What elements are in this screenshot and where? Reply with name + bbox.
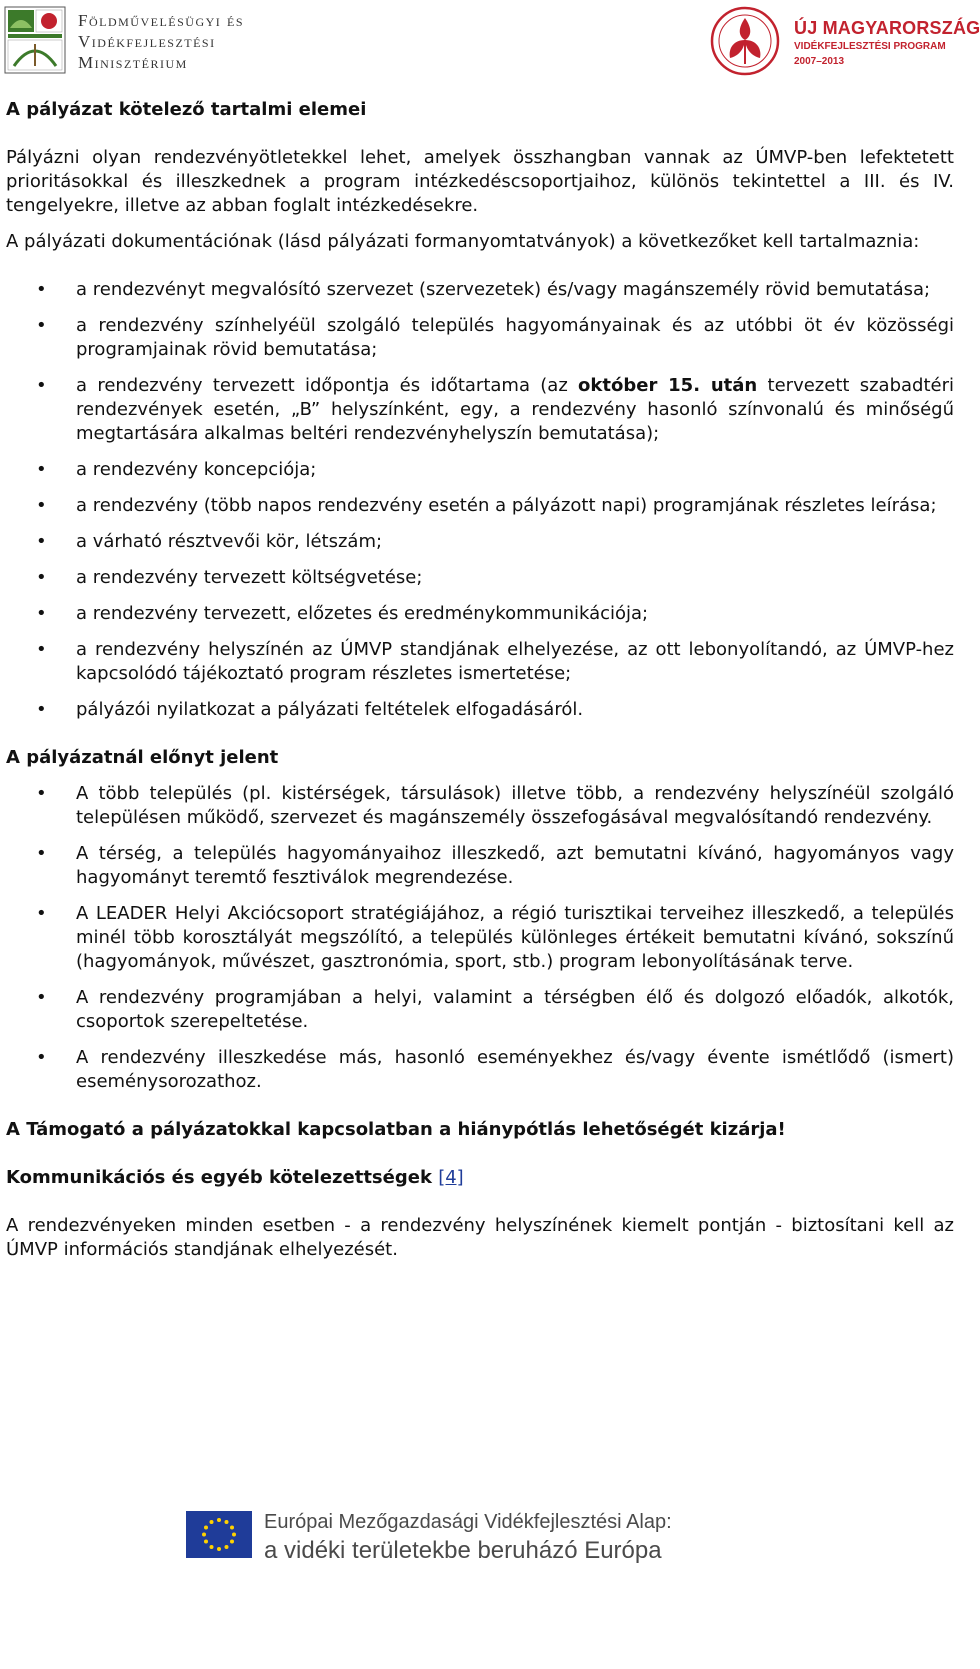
- page-header: [0, 0, 980, 88]
- intro-paragraph: Pályázni olyan rendezvényötletekkel lehet, amelyek összhangban vannak az ÚMVP-ben lefektetett prioritásokkal és illeszkednek a program intézkedéscsoportjaihoz, különös tekintettel a III. és IV. tengelyekre, illetve az abban foglalt intézkedésekre.: [6, 147, 954, 216]
- list-item: • a rendezvény tervezett, előzetes és eredménykommunikációja;: [6, 602, 954, 626]
- ministry-emblem-icon: [4, 6, 66, 74]
- list-item: • A rendezvény illeszkedése más, hasonló eseményekhez és/vagy évente ismétlődő (ismert) eseménysorozathoz.: [6, 1046, 954, 1094]
- ministry-name: [78, 10, 244, 73]
- document-body: [6, 98, 954, 1262]
- section-heading-communication: [6, 1166, 954, 1190]
- list-item: [6, 374, 954, 446]
- advantages-list: [6, 782, 954, 1094]
- section-heading-mandatory: A pályázat kötelező tartalmi elemei: [6, 99, 367, 120]
- program-years: 2007–2013: [794, 56, 845, 67]
- section-heading-text: Kommunikációs és egyéb kötelezettségek: [6, 1167, 432, 1188]
- list-item: • a rendezvényt megvalósító szervezet (szervezetek) és/vagy magánszemély rövid bemutatása;: [6, 278, 954, 302]
- rosette-emblem-icon: [708, 4, 782, 78]
- program-title: ÚJ MAGYARORSZÁG: [794, 18, 980, 38]
- fund-name: Európai Mezőgazdasági Vidékfejlesztési Alap:: [264, 1511, 672, 1533]
- fund-slogan: a vidéki területekbe beruházó Európa: [264, 1537, 662, 1564]
- ministry-logo: [4, 6, 264, 78]
- list-item: • pályázói nyilatkozat a pályázati feltételek elfogadásáról.: [6, 698, 954, 722]
- list-item: • A több település (pl. kistérségek, társulások) illetve több, a rendezvény helyszínéül szolgáló településen működő, szervezet és magánszemély összefogásával megvalósítandó rendezvény.: [6, 782, 954, 830]
- list-item: • A térség, a település hagyományaihoz illeszkedő, azt bemutatni kívánó, hagyományos vagy hagyományt teremtő fesztiválok megrendezése.: [6, 842, 954, 890]
- eu-flag-icon: [186, 1511, 252, 1558]
- list-item-text: a rendezvény tervezett időpontja és időtartama (az: [76, 375, 579, 396]
- uj-magyarorszag-logo: [708, 4, 980, 80]
- ministry-name-line-1: Földművelésügyi és: [78, 11, 245, 30]
- communication-paragraph: A rendezvényeken minden esetben - a rendezvény helyszínének kiemelt pontján - biztosítani kell az ÚMVP információs standjának elhelyezését.: [6, 1215, 954, 1260]
- no-deficiency-notice: A Támogató a pályázatokkal kapcsolatban a hiánypótlás lehetőségét kizárja!: [6, 1119, 786, 1140]
- program-subtitle: VIDÉKFEJLESZTÉSI PROGRAM: [794, 41, 946, 52]
- list-item: • a rendezvény színhelyéül szolgáló település hagyományainak és az utóbbi öt év közösségi programjainak rövid bemutatása;: [6, 314, 954, 362]
- page-footer: [186, 1508, 786, 1570]
- list-item: • a várható résztvevői kör, létszám;: [6, 530, 954, 554]
- list-item: • a rendezvény tervezett költségvetése;: [6, 566, 954, 590]
- list-item: • a rendezvény (több napos rendezvény esetén a pályázott napi) programjának részletes leírása;: [6, 494, 954, 518]
- list-item-text: tervezett szabadtéri rendezvények esetén, „B” helyszínként, egy, a rendezvény hasonló színvonalú és minőségű megtartására alkalmas beltéri rendezvényhelyszín bemutatása);: [76, 375, 954, 444]
- ministry-name-line-2: Vidékfejlesztési: [78, 32, 216, 51]
- ministry-name-line-3: Minisztérium: [78, 53, 188, 72]
- required-contents-list: [6, 278, 954, 722]
- list-item-emphasis: október 15. után: [578, 375, 758, 396]
- list-item: • a rendezvény koncepciója;: [6, 458, 954, 482]
- list-item: • a rendezvény helyszínén az ÚMVP standjának elhelyezése, az ott lebonyolítandó, az ÚMVP-hez kapcsolódó tájékoztató program részletes ismertetése;: [6, 638, 954, 686]
- documentation-paragraph: A pályázati dokumentációnak (lásd pályázati formanyomtatványok) a következőket kell tartalmaznia:: [6, 231, 920, 252]
- section-heading-advantages: A pályázatnál előnyt jelent: [6, 747, 279, 768]
- list-item: • A rendezvény programjában a helyi, valamint a térségben élő és dolgozó előadók, alkotók, csoportok szerepeltetése.: [6, 986, 954, 1034]
- list-item: • A LEADER Helyi Akciócsoport stratégiájához, a régió turisztikai terveihez illeszkedő, a település minél több korosztályát megszólító, a település különleges értékeit bemutatni kívánó, sokszínű (hagyományok, művészet, gasztronómia, sport, stb.) program lebonyolításának terve.: [6, 902, 954, 974]
- footnote-reference-link[interactable]: [4]: [438, 1167, 464, 1188]
